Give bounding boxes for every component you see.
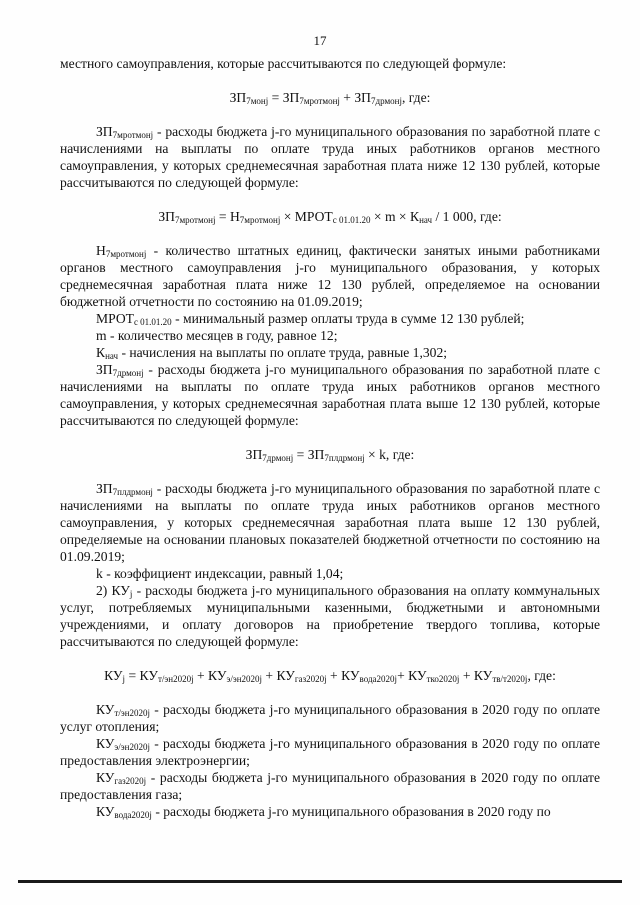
formula-operator: + [397,668,409,683]
formula-zp7mrotmon [60,208,600,225]
formula-kuj [60,667,600,684]
formula-subscript: 7мротмонj [299,96,340,106]
definition-subscript: нач [105,351,119,361]
formula-subscript: тко2020j [426,674,460,684]
definition-mrot [60,310,600,327]
formula-subscript: э/эн2020j [226,674,263,684]
formula-subscript: т/эн2020j [157,674,194,684]
formula-subscript: вода2020j [359,674,398,684]
formula-subscript: газ2020j [294,674,327,684]
definition-symbol: ЗП [96,124,113,139]
formula-term: КУ [276,668,295,683]
formula-term: КУ [104,668,123,683]
definition-symbol: Н [96,243,106,258]
definition-zp7pldrmon [60,480,600,565]
formula-tail: , где: [401,90,431,105]
list-marker: 2) [96,583,112,598]
definition-text: - расходы бюджета j-го муниципального образования в 2020 году по оплате услуг отопления; [60,702,600,734]
formula-term: ЗП [229,90,247,105]
formula-subscript: с 01.01.20 [332,215,371,225]
definition-subscript: 7дрмонj [112,368,144,378]
formula-operator: + [459,668,474,683]
formula-operator: × m × [370,209,410,224]
formula-term: ЗП [354,90,371,105]
formula-operator: × [280,209,295,224]
page-number: 17 [313,33,327,48]
definition-subscript: 7плдрмонj [112,487,153,497]
formula-zp7mon [60,89,600,106]
definition-symbol: ЗП [96,481,113,496]
definition-subscript: т/эн2020j [114,708,151,718]
formula-subscript: 7дрмонj [262,453,294,463]
definition-subscript: газ2020j [114,776,147,786]
formula-zp7drmon [60,446,600,463]
definition-symbol: КУ [96,702,115,717]
definition-text: - расходы бюджета j-го муниципального образования в 2020 году по оплате предоставления электроэнергии; [60,736,600,768]
definition-knach [60,344,600,361]
definition-subscript: j [129,589,133,599]
definition-zp7drmon [60,361,600,429]
definition-text: - расходы бюджета j-го муниципального образования в 2020 году по [151,804,551,819]
definition-text: - расходы бюджета j-го муниципального образования в 2020 году по оплате предоставления газа; [60,770,600,802]
formula-term: КУ [473,668,493,683]
definition-ku-gas [60,769,600,803]
formula-term: КУ [208,668,227,683]
formula-subscript: 7плдрмонj [324,453,365,463]
definition-zp7mrotmon [60,123,600,191]
definition-symbol: К [96,345,106,360]
definition-symbol: КУ [111,583,130,598]
formula-operator: = [125,668,140,683]
definition-symbol: ЗП [96,362,113,377]
formula-subscript: нач [419,215,433,225]
formula-subscript: 7мротмонj [239,215,281,225]
formula-operator: + [326,668,342,683]
definition-ku-heating [60,701,600,735]
formula-term: КУ [341,668,360,683]
formula-term: ЗП [307,447,325,462]
formula-operator: = [293,447,308,462]
formula-subscript: тв/т2020j [492,674,528,684]
formula-term: КУ [408,668,427,683]
definition-kuj [60,582,600,650]
formula-subscript: 7монj [246,96,269,106]
formula-subscript: j [122,674,126,684]
definition-text: - количество штатных единиц, фактически занятых иными работниками органов местного самоуправления j-го муниципального образования, у которых среднемесячная заработная плата ниже 12 130 рублей, определяемое на основании бюджетной отчетности по состоянию на 01.09.2019; [60,243,600,309]
formula-term: К [410,209,420,224]
definition-text: - расходы бюджета j-го муниципального образования по заработной плате с начислениями на выплаты по оплате труда иных работников органов местного самоуправления, у которых среднемесячная заработная плата выше 12 130 рублей, определяемые на основании плановых показателей бюджетной отчетности по состоянию на 01.09.2019; [60,481,600,564]
formula-operator: + [339,90,355,105]
formula-term: ЗП [245,447,263,462]
definition-subscript: 7мротмонj [105,249,147,259]
formula-term: МРОТ [294,209,333,224]
formula-operator: = [268,90,283,105]
definition-ku-water [60,803,600,820]
formula-term: ЗП [158,209,175,224]
formula-operator: + [193,668,209,683]
formula-tail: × k, где: [364,447,415,462]
intro-line: местного самоуправления, которые рассчитываются по следующей формуле: [60,56,507,71]
definition-symbol: МРОТ [96,311,134,326]
definition-subscript: вода2020j [114,810,152,820]
definition-symbol: КУ [96,804,115,819]
document-body [60,55,600,820]
formula-subscript: 7дрмонj [371,96,402,106]
definition-subscript: э/эн2020j [114,742,150,752]
formula-term: КУ [139,668,158,683]
definition-text: - расходы бюджета j-го муниципального образования на оплату коммунальных услуг, потребляемых муниципальными казенными, бюджетными и автономными учреждениями, и оплату договоров на приобретение твердого топлива, которые рассчитываются по следующей формуле: [60,583,600,649]
definition-text: - минимальный размер оплаты труда в сумме 12 130 рублей; [171,311,525,326]
formula-operator: = [215,209,230,224]
formula-term: Н [229,209,240,224]
definition-n7mrotmon [60,242,600,310]
definition-subscript: 7мротмонj [112,130,154,140]
definition-text: - расходы бюджета j-го муниципального образования по заработной плате с начислениями на выплаты по оплате труда иных работников органов местного самоуправления, у которых среднемесячная заработная плата выше 12 130 рублей, которые рассчитываются по следующей формуле: [60,362,600,428]
formula-tail: / 1 000, где: [432,209,502,224]
definition-text: - начисления на выплаты по оплате труда, равные 1,302; [118,345,448,360]
formula-subscript: 7мротмонj [174,215,216,225]
definition-symbol: КУ [96,736,115,751]
definition-text: - расходы бюджета j-го муниципального образования по заработной плате с начислениями на выплаты по оплате труда иных работников органов местного самоуправления, у которых среднемесячная заработная плата ниже 12 130 рублей, которые рассчитываются по следующей формуле: [60,124,600,190]
definition-ku-electricity [60,735,600,769]
definition-m: m - количество месяцев в году, равное 12; [96,328,338,343]
definition-symbol: КУ [96,770,115,785]
formula-operator: + [262,668,277,683]
formula-tail: , где: [527,668,556,683]
page-bottom-rule [18,880,622,883]
formula-term: ЗП [282,90,300,105]
definition-k: k - коэффициент индексации, равный 1,04; [96,566,344,581]
definition-subscript: с 01.01.20 [133,317,172,327]
